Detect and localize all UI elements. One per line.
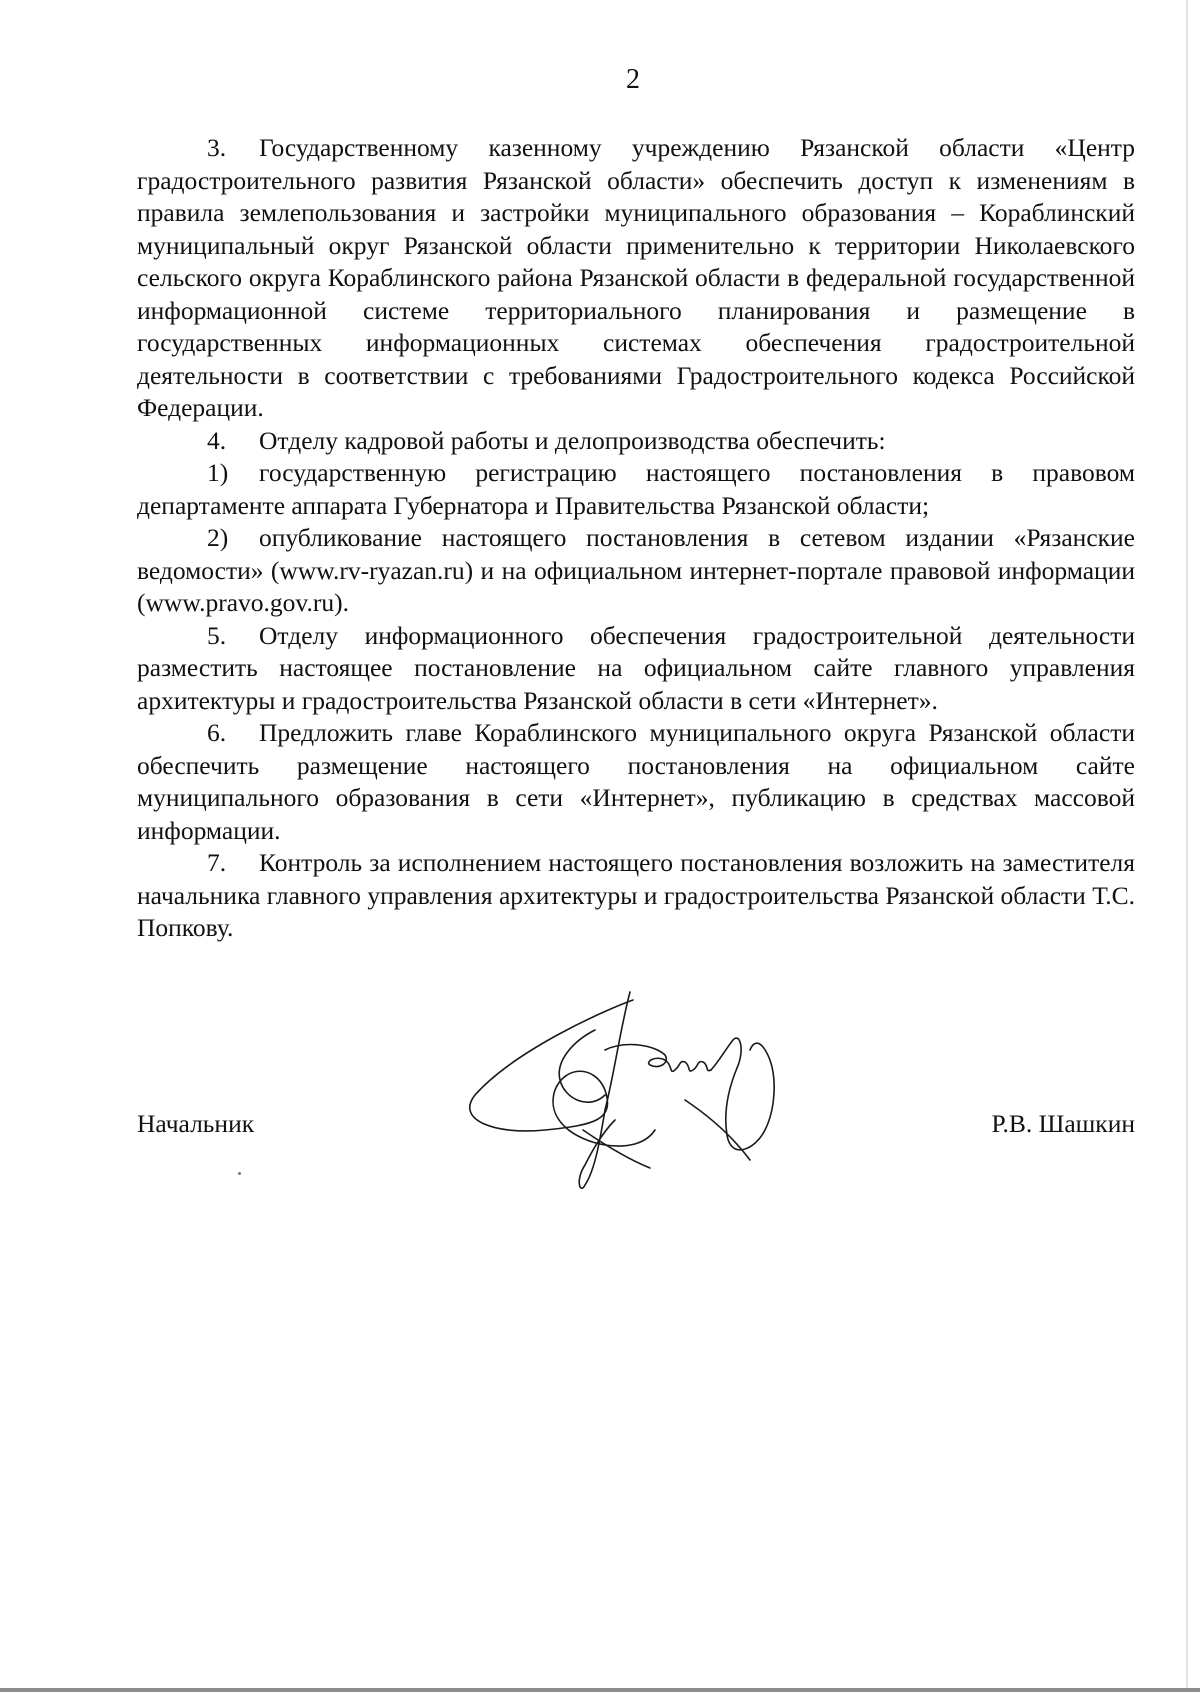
paragraph-3 — [137, 132, 1135, 425]
paragraph-number: 1) — [207, 458, 229, 487]
paragraph-6 — [137, 717, 1135, 847]
paragraph-text: Предложить главе Кораблинского муниципального округа Рязанской области обеспечить размещение настоящего постановления на официальном сайте муниципального образования в сети «Интернет», публикацию в средствах массовой информации. — [137, 718, 1135, 845]
signer-name: Р.В. Шашкин — [991, 1109, 1135, 1138]
signature-block — [137, 1108, 1135, 1148]
paragraph-7 — [137, 847, 1135, 945]
paragraph-text: Контроль за исполнением настоящего постановления возложить на заместителя начальника главного управления архитектуры и градостроительства Рязанской области Т.С. Попкову. — [137, 848, 1135, 942]
signer-title: Начальник — [137, 1109, 255, 1138]
paragraph-text: опубликование настоящего постановления в сетевом издании «Рязанские ведомости» (www.rv-ryazan.ru) и на официальном интернет-портале правовой информации (www.pravo.gov.ru). — [137, 523, 1135, 617]
paragraph-number: 2) — [207, 523, 229, 552]
paragraph-text: государственную регистрацию настоящего постановления в правовом департаменте аппарата Губернатора и Правительства Рязанской области; — [137, 458, 1135, 520]
scan-speck — [238, 1172, 241, 1175]
paragraph-number: 6. — [207, 718, 227, 747]
page-edge-right — [1186, 0, 1188, 1688]
page-number: 2 — [626, 64, 640, 95]
paragraph-4-1 — [137, 457, 1135, 522]
paragraph-5 — [137, 620, 1135, 718]
paragraph-text: Отделу кадровой работы и делопроизводства обеспечить: — [259, 425, 886, 455]
handwritten-signature — [455, 970, 815, 1230]
paragraph-text: Отделу информационного обеспечения градостроительной деятельности разместить настоящее постановление на официальном сайте главного управления архитектуры и градостроительства Рязанской области в сети «Интернет». — [137, 620, 1135, 715]
paragraph-4 — [137, 425, 1135, 458]
page-edge-bottom — [0, 1688, 1200, 1692]
paragraph-number: 3. — [207, 133, 227, 162]
paragraph-number: 7. — [207, 848, 227, 877]
paragraph-4-2 — [137, 522, 1135, 620]
paragraph-number: 4. — [207, 425, 227, 455]
document-body — [137, 132, 1135, 945]
paragraph-text: Государственному казенному учреждению Рязанской области «Центр градостроительного развития Рязанской области» обеспечить доступ к изменениям в правила землепользования и застройки муниципального образования – Кораблинский муниципальный округ Рязанской области применительно к территории Николаевского сельского округа Кораблинского района Рязанской области в федеральной государственной информационной системе территориального планирования и размещение в государственных информационных системах обеспечения градостроительной деятельности в соответствии с требованиями Градостроительного кодекса Российской Федерации. — [137, 133, 1135, 422]
paragraph-number: 5. — [207, 620, 227, 650]
